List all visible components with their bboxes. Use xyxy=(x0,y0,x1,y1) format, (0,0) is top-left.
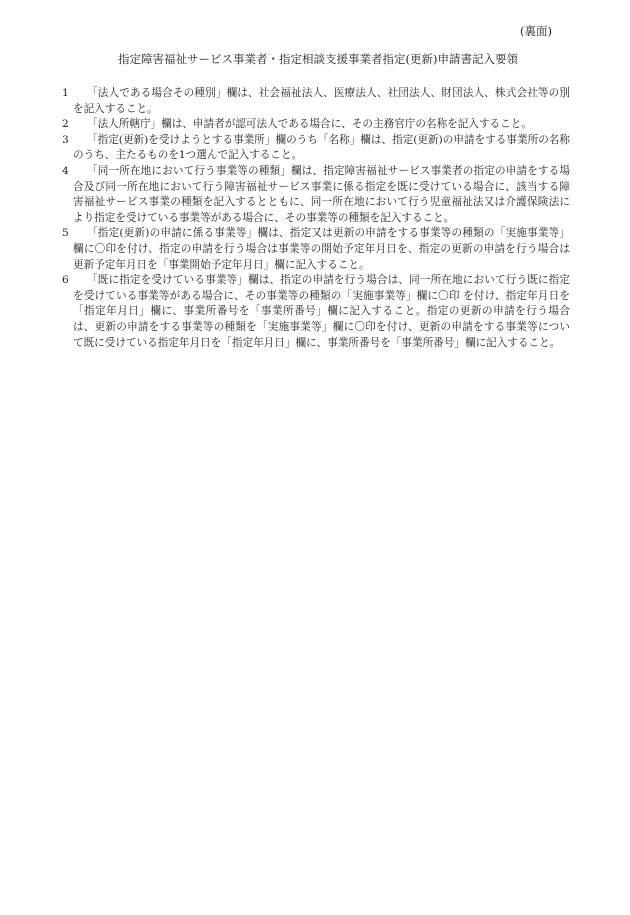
item-number: 4 xyxy=(62,164,69,177)
item-text: 「既に指定を受けている事業等」欄は、指定の申請を行う場合は、同一所在地において行う既に指定を受けている事業等がある場合に、その事業等の種類の「実施事業等」欄に〇印 を付け、指定年月日を「指定年月日」欄に、事業所番号を「事業所番号」欄に記入すること。指定の更新の申請を行う場合は、更新の申請をする事業等の種類を「実施事業等」欄に〇印を付け、更新の申請をする事業等について既に受けている指定年月日を「指定年月日」欄に、事業所番号を「事業所番号」欄に記入すること。 xyxy=(73,274,570,349)
item-text: 「同一所在地において行う事業等の種類」欄は、指定障害福祉サービス事業者の指定の申請をする場合及び同一所在地において行う障害福祉サービス事業に係る指定を既に受けている場合に、該当する障害福祉サービス事業の種類を記入するとともに、同一所在地において行う児童福祉法又は介護保険法により指定を受けている事業等がある場合に、その事業等の種類を記入すること。 xyxy=(73,164,570,224)
item-text: 「指定(更新)の申請に係る事業等」欄は、指定又は更新の申請をする事業等の種類の「実施事業等」欄に〇印を付け、指定の申請を行う場合は事業等の開始予定年月日を、指定の更新の申請を行う場合は更新予定年月日を「事業開始予定年月日」欄に記入すること。 xyxy=(73,227,570,271)
item-number: 1 xyxy=(62,87,69,99)
instruction-item xyxy=(64,273,570,351)
instruction-list xyxy=(64,86,570,351)
instruction-item xyxy=(64,133,570,164)
item-number: 3 xyxy=(62,133,69,146)
instruction-item xyxy=(64,117,570,133)
document-title: 指定障害福祉サービス事業者・指定相談支援事業者指定(更新)申請書記入要領 xyxy=(118,52,518,66)
item-text: 「法人所轄庁」欄は、申請者が認可法人である場合に、その主務官庁の名称を記入すること。 xyxy=(87,118,532,131)
instruction-item xyxy=(64,164,570,226)
item-number: 6 xyxy=(62,274,69,287)
item-number: 2 xyxy=(62,118,69,131)
back-side-label: (裏面) xyxy=(520,24,552,38)
instruction-item xyxy=(64,86,570,117)
item-text: 「法人である場合その種別」欄は、社会福祉法人、医療法人、社団法人、財団法人、株式会社等の別を記入すること。 xyxy=(73,87,570,115)
item-text: 「指定(更新)を受けようとする事業所」欄のうち「名称」欄は、指定(更新)の申請をする事業所の名称のうち、主たるものを1つ選んで記入すること。 xyxy=(73,133,570,162)
instruction-item xyxy=(64,226,570,273)
item-number: 5 xyxy=(62,227,69,240)
